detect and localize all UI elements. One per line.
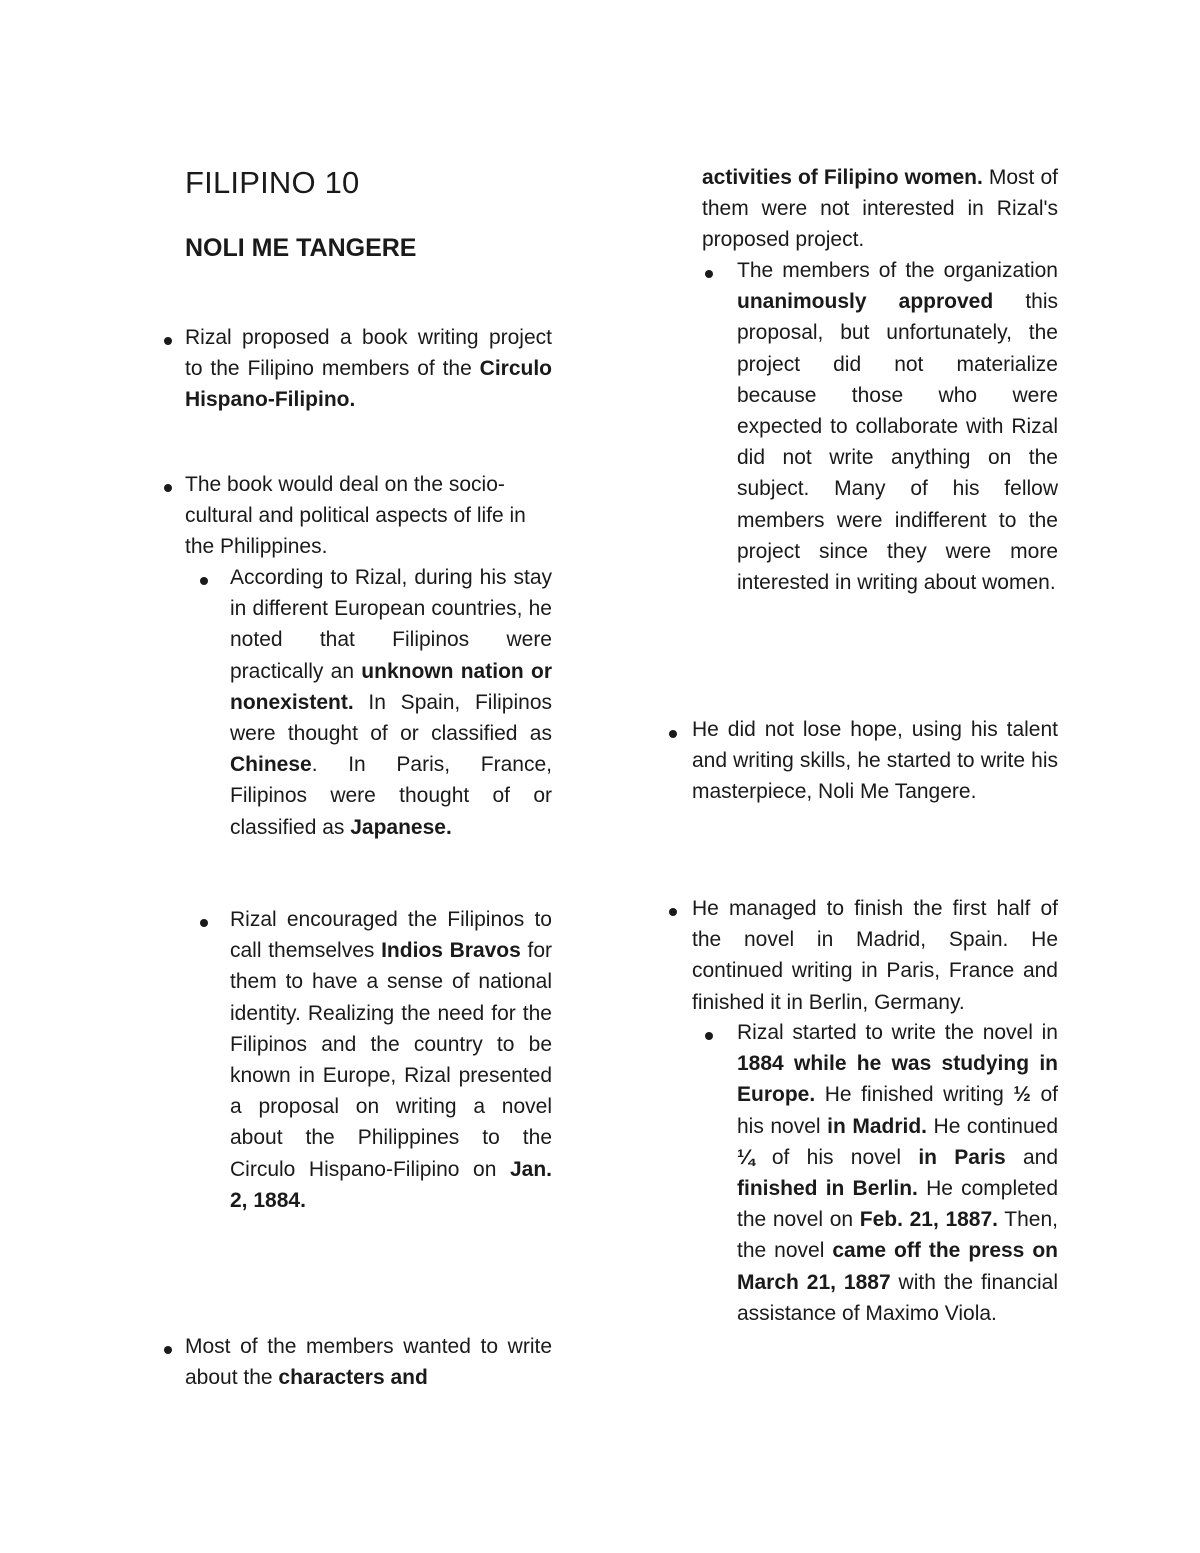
item-bold-text: Jan. 2, 1884. [230, 1157, 552, 1212]
item-text: He did not lose hope, using his talent and writing skills, he started to write his masterpiece, Noli Me Tangere. [692, 718, 1058, 804]
item-text: In Spain, Filipinos were thought of or classified as [230, 690, 552, 746]
list-item-did-not-lose-hope [692, 714, 1058, 808]
list-item-members-wanted [185, 1331, 552, 1393]
item-text: with the financial assistance of Maximo Viola. [737, 1270, 1058, 1325]
bullet-icon [669, 908, 677, 916]
item-bold-text: in Paris [918, 1145, 1006, 1169]
list-item-book-topic [185, 469, 552, 563]
item-text: of his novel [754, 1145, 919, 1169]
item-bold-text: Chinese [230, 753, 312, 777]
item-bold-text: unknown nation or nonexistent. [230, 659, 553, 714]
item-bold-text: finished in Berlin. [737, 1177, 918, 1201]
item-text: He completed the novel on [737, 1177, 1058, 1232]
list-item-proposal [185, 322, 552, 416]
item-bold-text: unanimously approved [737, 290, 994, 314]
bullet-icon [669, 730, 677, 738]
continued-paragraph [702, 162, 1058, 256]
bullet-icon [164, 337, 172, 345]
item-text: Rizal proposed a book writing project to the Filipino members of the [185, 326, 552, 381]
item-bold-text: ½ [1013, 1083, 1031, 1107]
item-text: Then, the novel [737, 1208, 1058, 1263]
bullet-icon [705, 270, 713, 278]
item-bold-text: characters and [278, 1366, 428, 1390]
item-bold-text: 1884 while he was studying in Europe. [737, 1052, 1058, 1107]
item-bold-text: Feb. 21, 1887. [859, 1208, 998, 1232]
list-item-novel-timeline [737, 1017, 1058, 1329]
item-bold-text: Japanese. [350, 815, 452, 839]
page-subtitle: NOLI ME TANGERE [185, 234, 417, 262]
item-text: for them to have a sense of national identity. Realizing the need for the Filipinos and the country to be known in Europe, Rizal presented a proposal on writing a novel about the Philippines to the Circulo Hispano-Filipino on [230, 939, 553, 1181]
item-text: The book would deal on the socio-cultural and political aspects of life in the Philippines. [185, 473, 526, 559]
bullet-icon [164, 484, 172, 492]
item-bold-text: activities of Filipino women. [702, 166, 983, 189]
item-text: Most of them were not interested in Rizal's proposed project. [702, 166, 1058, 252]
item-text: Most of the members wanted to write about the [185, 1335, 552, 1390]
item-text: Rizal started to write the novel in [737, 1021, 1058, 1044]
item-bold-text: Indios Bravos [381, 939, 521, 963]
bullet-icon [200, 577, 208, 585]
bullet-icon [164, 1346, 172, 1354]
list-item-indios-bravos [230, 904, 552, 1216]
page-title: FILIPINO 10 [185, 165, 360, 200]
bullet-icon [200, 919, 208, 927]
item-text: this proposal, but unfortunately, the project did not materialize because those who were expected to collaborate with Rizal did not write anything on the subject. Many of his fellow members were indifferent to the project since they were more interested in writing about women. [737, 290, 1059, 595]
item-text: and [1005, 1145, 1058, 1169]
item-text: of his novel [737, 1083, 1058, 1138]
item-text: He managed to finish the first half of the novel in Madrid, Spain. He continued writing in Paris, France and finished it in Berlin, Germany. [692, 897, 1058, 1014]
bullet-icon [705, 1032, 713, 1040]
item-bold-text: Circulo Hispano-Filipino. [185, 357, 552, 412]
item-text: He continued [927, 1114, 1058, 1138]
list-item-first-half [692, 893, 1058, 1018]
item-text: The members of the organization [737, 259, 1058, 282]
item-bold-text: in Madrid. [827, 1114, 927, 1138]
item-bold-text: came off the press on March 21, 1887 [737, 1239, 1058, 1294]
list-item-unknown-nation [230, 562, 552, 843]
item-text: . In Paris, France, Filipinos were thought of or classified as [230, 753, 552, 839]
list-item-unanimously-approved [737, 255, 1058, 598]
item-bold-text: ¼ [737, 1145, 755, 1169]
item-text: According to Rizal, during his stay in different European countries, he noted that Filipinos were practically an [230, 566, 552, 683]
item-text: He finished writing [815, 1083, 1014, 1107]
item-text: Rizal encouraged the Filipinos to call themselves [230, 908, 552, 963]
